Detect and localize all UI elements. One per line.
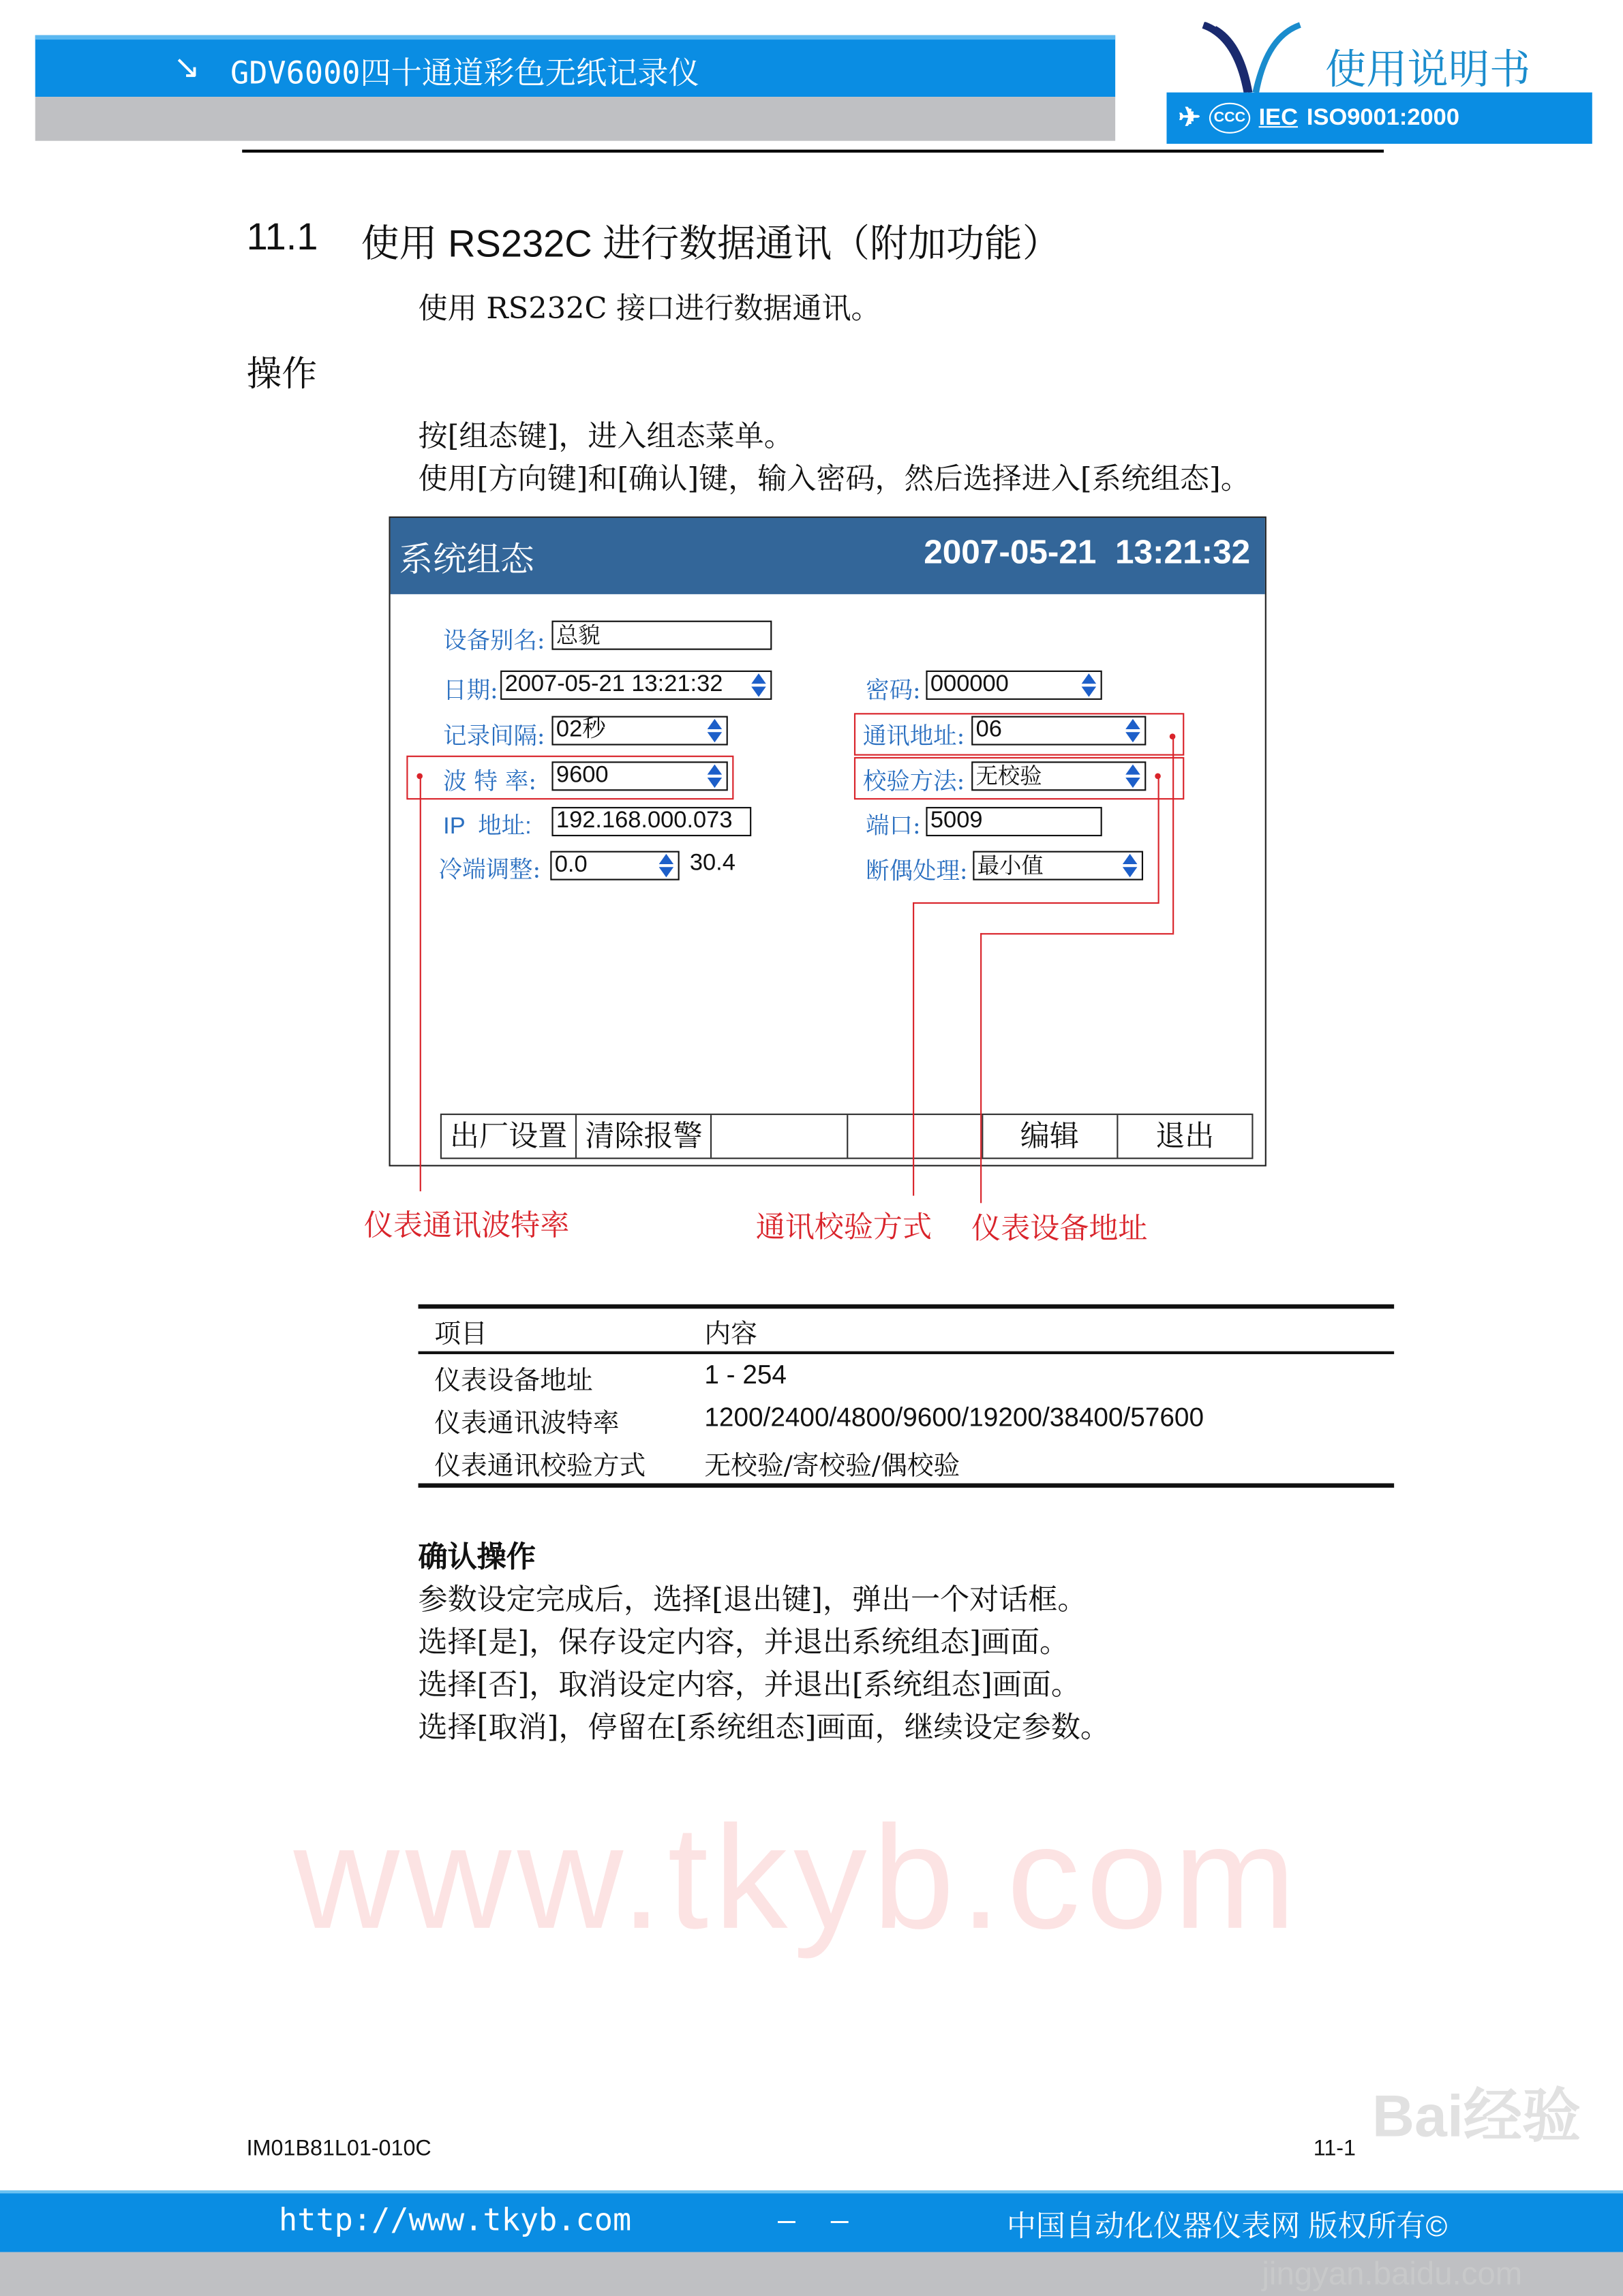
port-label: 端口: [866,811,921,840]
password-input[interactable] [926,671,1102,700]
leader-line [420,776,421,1191]
logo-icon [1200,22,1306,95]
annotation-parity: 通讯校验方式 [755,1208,932,1244]
annotation-address: 仪表设备地址 [971,1210,1148,1246]
comm-address-select[interactable] [971,716,1146,746]
date-input[interactable] [500,671,772,700]
burnout-label: 断偶处理: [866,857,968,885]
confirm-line: 选择[否]，取消设定内容，并退出[系统组态]画面。 [418,1666,1080,1702]
spinner-icon[interactable] [1082,673,1097,697]
parity-select[interactable] [971,761,1146,791]
factory-reset-button[interactable]: 出厂设置 [442,1115,577,1157]
comm-address-label: 通讯地址: [862,722,965,750]
alias-input[interactable]: 总貌 [551,621,772,650]
exit-button[interactable]: 退出 [1155,1118,1215,1154]
leader-line [980,933,1174,934]
screen-title: 系统组态 [399,541,534,580]
ip-label: IP 地址: [443,814,532,840]
iso-badge: ISO9001:2000 [1306,104,1459,130]
password-label: 密码: [866,676,921,705]
iec-badge: IEC [1258,104,1299,130]
softkey-3[interactable] [712,1115,847,1157]
operation-line: 按[组态键]，进入组态菜单。 [418,418,793,454]
spinner-icon[interactable] [1125,719,1140,742]
comm-address-value: 06 [975,717,1002,743]
clear-alarm-button[interactable]: 清除报警 [577,1115,712,1157]
spinner-icon[interactable] [708,765,723,788]
parity-value: 无校验 [975,763,1042,790]
baud-select[interactable] [551,761,727,791]
softkey-4[interactable] [847,1115,982,1157]
leader-line [1158,776,1159,902]
table-top-rule [419,1304,1395,1308]
footer-url[interactable]: http://www.tkyb.com [279,2202,632,2238]
screen-datetime: 2007-05-21 13:21:32 [924,532,1251,571]
leader-line [913,902,914,1196]
table-cell: 仪表通讯波特率 [434,1408,620,1439]
date-label: 日期: [443,676,498,705]
interval-select[interactable] [551,716,727,746]
leader-line [913,902,1159,904]
baud-value: 9600 [556,763,609,789]
baidu-url-watermark: jingyan.baidu.com [1262,2254,1523,2292]
burnout-value: 最小值 [977,852,1044,879]
doc-id: IM01B81L01-010C [246,2136,431,2162]
table-cell: 仪表设备地址 [434,1366,593,1397]
baidu-watermark: Bai经验 [1371,2085,1581,2149]
table-bottom-rule [419,1483,1395,1487]
page-number: 11-1 [1313,2136,1356,2162]
interval-value: 02秒 [556,717,606,743]
confirm-line: 选择[取消]，停留在[系统组态]画面，继续设定参数。 [418,1709,1110,1745]
spinner-icon[interactable] [659,854,674,877]
cold-junction-reading: 30.4 [689,851,735,876]
certification-badges [1166,93,1592,144]
table-header-item: 项目 [434,1319,487,1349]
password-value: 000000 [930,671,1009,697]
confirm-heading: 确认操作 [418,1542,536,1574]
header-gray-band [35,97,1115,141]
spinner-icon[interactable] [751,673,766,697]
section-number: 11.1 [246,214,318,258]
screen-header [391,518,1265,594]
table-cell: 仪表通讯校验方式 [434,1451,646,1482]
port-input[interactable]: 5009 [926,807,1102,836]
site-watermark: www.tkyb.com [293,1796,1302,1961]
burnout-select[interactable] [973,851,1143,881]
date-value: 2007-05-21 13:21:32 [504,671,723,697]
edit-button[interactable]: 编辑 [983,1115,1118,1157]
ip-input[interactable]: 192.168.000.073 [551,807,751,836]
header-title: GDV6000四十通道彩色无纸记录仪 [230,55,699,91]
section-title: 使用 RS232C 进行数据通讯（附加功能） [361,221,1061,266]
footer-dashes: — — [777,2202,849,2238]
alias-label: 设备别名: [443,626,545,655]
confirm-line: 选择[是]，保存设定内容，并退出系统组态]画面。 [418,1624,1070,1659]
spinner-icon[interactable] [1123,854,1138,877]
table-header-rule [419,1351,1395,1354]
table-cell: 无校验/寄校验/偶校验 [704,1451,960,1482]
operation-line: 使用[方向键]和[确认]键，输入密码，然后选择进入[系统组态]。 [418,460,1250,496]
system-config-screen [389,517,1266,1167]
table-cell: 1200/2400/4800/9600/19200/38400/57600 [704,1403,1204,1433]
cert-icon: ✈ [1178,102,1201,132]
spinner-icon[interactable] [1125,765,1140,788]
interval-label: 记录间隔: [443,722,545,750]
leader-line [980,933,982,1203]
cold-junction-input[interactable] [550,851,679,881]
table-cell: 1 - 254 [704,1360,787,1390]
footer-copyright: 中国自动化仪器仪表网 版权所有© [1006,2211,1448,2244]
ccc-badge: CCC [1209,103,1250,134]
annotation-baud: 仪表通讯波特率 [363,1207,570,1243]
baud-label: 波 特 率: [443,767,537,795]
header-rule [242,150,1384,153]
table-header-content: 内容 [704,1319,757,1349]
confirm-line: 参数设定完成后，选择[退出键]，弹出一个对话框。 [418,1581,1087,1617]
arrow-down-right-icon: ↘ [173,48,200,85]
section-intro: 使用 RS232C 接口进行数据通讯。 [418,290,881,326]
operation-heading: 操作 [246,354,318,395]
parity-label: 校验方法: [862,767,965,795]
spinner-icon[interactable] [708,719,723,742]
softkey-bar [440,1114,1254,1159]
manual-label: 使用说明书 [1324,46,1531,93]
cold-junction-value: 0.0 [554,852,588,878]
leader-line [1172,737,1174,933]
cold-junction-label: 冷端调整: [438,855,541,883]
